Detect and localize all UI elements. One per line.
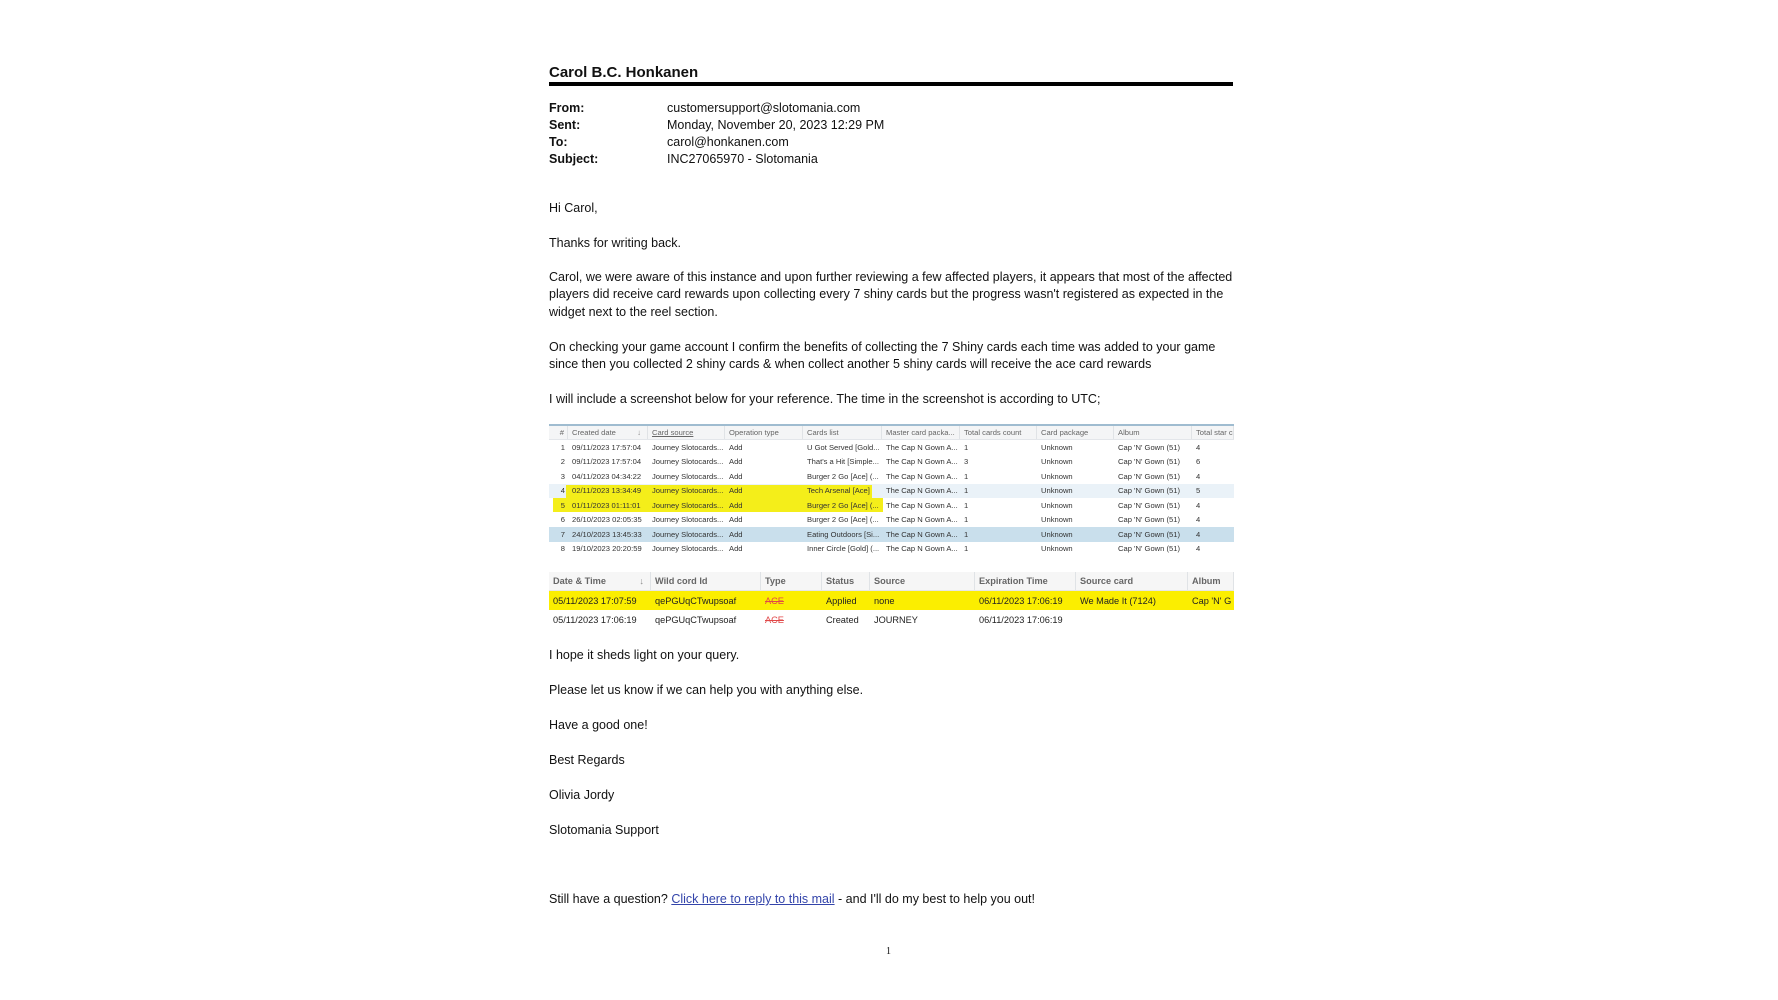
cell-created-date: 02/11/2023 13:34:49 <box>572 486 642 496</box>
cell-card-package: Unknown <box>1041 442 1073 452</box>
cell-index: 7 <box>560 529 565 539</box>
sort-down-arrow-icon: ↓ <box>637 428 641 437</box>
cell-total-cards-count: 1 <box>964 515 969 525</box>
cell-card-source: Journey Slotocards... <box>652 529 724 539</box>
col-header-card-package[interactable]: Card package <box>1037 426 1114 439</box>
cell-index: 5 <box>560 500 565 510</box>
cell-album: Cap 'N' Gown (51) <box>1118 457 1180 467</box>
cell-card-package: Unknown <box>1041 529 1073 539</box>
cell-album: Cap 'N' G <box>1192 595 1232 606</box>
cell-index: 8 <box>560 544 565 554</box>
cell-card-source: Journey Slotocards... <box>652 457 724 467</box>
cell-created-date: 09/11/2023 17:57:04 <box>572 457 642 467</box>
cell-status: Created <box>826 614 859 625</box>
col-header-album[interactable]: Album <box>1188 572 1234 590</box>
cell-master-card-package: The Cap N Gown A... <box>886 544 958 554</box>
signature-name: Olivia Jordy <box>549 788 615 802</box>
cell-card-package: Unknown <box>1041 471 1073 481</box>
table-row[interactable] <box>549 440 1234 455</box>
paragraph-3: I will include a screenshot below for your reference. The time in the screenshot is according to UTC; <box>549 392 1101 406</box>
title-divider <box>549 82 1233 86</box>
cell-card-source: Journey Slotocards... <box>652 486 724 496</box>
col-header-master-card-package[interactable]: Master card packa... <box>882 426 960 439</box>
sent-row <box>549 117 884 134</box>
to-value: carol@honkanen.com <box>667 135 789 149</box>
wild-card-table <box>549 572 1234 629</box>
regards-line: Best Regards <box>549 753 625 767</box>
col-header-status[interactable]: Status <box>822 572 870 590</box>
col-header-album[interactable]: Album <box>1114 426 1192 439</box>
col-header-index[interactable]: # <box>549 426 568 439</box>
cell-album: Cap 'N' Gown (51) <box>1118 544 1180 554</box>
page-number: 1 <box>886 946 891 957</box>
cell-created-date: 24/10/2023 13:45:33 <box>572 529 642 539</box>
table-row[interactable] <box>549 484 1234 499</box>
cell-total-star: 4 <box>1196 500 1201 510</box>
hope-line: I hope it sheds light on your query. <box>549 648 740 662</box>
col-header-source[interactable]: Source <box>870 572 975 590</box>
col-header-total-cards-count[interactable]: Total cards count <box>960 426 1037 439</box>
footer-line <box>549 891 1239 908</box>
table-body <box>549 591 1234 629</box>
cell-index: 4 <box>560 486 565 496</box>
cell-card-source: Journey Slotocards... <box>652 471 724 481</box>
cell-master-card-package: The Cap N Gown A... <box>886 471 958 481</box>
table-body <box>549 440 1234 556</box>
cell-album: Cap 'N' Gown (51) <box>1118 471 1180 481</box>
signature-team: Slotomania Support <box>549 823 659 837</box>
to-row <box>549 134 884 151</box>
cell-operation-type: Add <box>729 471 743 481</box>
cell-album: Cap 'N' Gown (51) <box>1118 486 1180 496</box>
to-label: To: <box>549 135 568 149</box>
sent-label: Sent: <box>549 118 581 132</box>
cell-expiration-time: 06/11/2023 17:06:19 <box>979 614 1063 625</box>
cell-operation-type: Add <box>729 500 743 510</box>
cell-operation-type: Add <box>729 457 743 467</box>
cell-created-date: 26/10/2023 02:05:35 <box>572 515 642 525</box>
cell-operation-type: Add <box>729 529 743 539</box>
paragraph-1: Carol, we were aware of this instance and upon further reviewing a few affected players, it appears that most of the affected players did receive card rewards upon collecting every 7 shiny cards but the progress wasn't registered as expected in the widget next to the reel section. <box>549 270 1233 319</box>
cell-master-card-package: The Cap N Gown A... <box>886 529 958 539</box>
col-header-source-card[interactable]: Source card <box>1076 572 1188 590</box>
cell-total-cards-count: 1 <box>964 500 969 510</box>
cell-card-package: Unknown <box>1041 500 1073 510</box>
table-row[interactable] <box>549 469 1234 484</box>
cell-total-star: 4 <box>1196 442 1201 452</box>
table-row[interactable] <box>549 513 1234 528</box>
cell-cards-list: That's a Hit [Simple... <box>807 457 879 467</box>
cell-total-cards-count: 1 <box>964 471 969 481</box>
cell-source: JOURNEY <box>874 614 918 625</box>
cell-wild-card-id: qePGUqCTwupsoaf <box>655 595 737 606</box>
cell-card-source: Journey Slotocards... <box>652 544 724 554</box>
greeting: Hi Carol, <box>549 201 598 215</box>
cell-total-cards-count: 1 <box>964 442 969 452</box>
cell-card-package: Unknown <box>1041 486 1073 496</box>
table-header-row <box>549 426 1234 440</box>
cell-cards-list: Burger 2 Go [Ace] (... <box>807 500 879 510</box>
cell-master-card-package: The Cap N Gown A... <box>886 500 958 510</box>
col-header-type[interactable]: Type <box>761 572 822 590</box>
cell-card-package: Unknown <box>1041 544 1073 554</box>
cell-wild-card-id: qePGUqCTwupsoaf <box>655 614 737 625</box>
cell-cards-list: Eating Outdoors [Si... <box>807 529 880 539</box>
from-label: From: <box>549 101 585 115</box>
cell-status: Applied <box>826 595 857 606</box>
table-row[interactable] <box>549 455 1234 470</box>
cell-type <box>761 596 822 606</box>
sent-value: Monday, November 20, 2023 12:29 PM <box>667 118 885 132</box>
cell-operation-type: Add <box>729 442 743 452</box>
cell-date-time: 05/11/2023 17:07:59 <box>553 595 637 606</box>
cell-master-card-package: The Cap N Gown A... <box>886 486 958 496</box>
cell-total-star: 4 <box>1196 529 1201 539</box>
email-header-fields <box>549 100 884 168</box>
paragraph-2: On checking your game account I confirm the benefits of collecting the 7 Shiny cards each time was added to your game since then you collected 2 shiny cards & when collect another 5 shiny cards will receive the ace card rewards <box>549 340 1216 372</box>
cell-card-package: Unknown <box>1041 515 1073 525</box>
table-row[interactable] <box>549 591 1234 610</box>
cell-operation-type: Add <box>729 544 743 554</box>
table-row[interactable] <box>549 610 1234 629</box>
cell-total-star: 5 <box>1196 486 1201 496</box>
cell-master-card-package: The Cap N Gown A... <box>886 442 958 452</box>
cell-created-date: 19/10/2023 20:20:59 <box>572 544 642 554</box>
col-header-created-date-label: Created date <box>572 428 616 437</box>
col-header-operation-type[interactable]: Operation type <box>725 426 803 439</box>
please-line: Please let us know if we can help you with anything else. <box>549 683 864 697</box>
cell-cards-list: Tech Arsenal [Ace] <box>807 486 870 496</box>
footer-suffix: - and I'll do my best to help you out! <box>834 892 1035 906</box>
cell-operation-type: Add <box>729 486 743 496</box>
cell-cards-list: Inner Circle [Gold] (... <box>807 544 880 554</box>
cell-album: Cap 'N' Gown (51) <box>1118 442 1180 452</box>
table-header-row <box>549 572 1234 591</box>
from-value: customersupport@slotomania.com <box>667 101 861 115</box>
cell-total-star: 4 <box>1196 471 1201 481</box>
cell-total-cards-count: 1 <box>964 486 969 496</box>
cell-album: Cap 'N' Gown (51) <box>1118 529 1180 539</box>
sort-down-arrow-icon: ↓ <box>639 576 644 586</box>
from-row <box>549 100 884 117</box>
have-line: Have a good one! <box>549 718 648 732</box>
document-title: Carol B.C. Honkanen <box>549 64 699 81</box>
cell-index: 1 <box>560 442 565 452</box>
subject-label: Subject: <box>549 152 599 166</box>
cell-card-source: Journey Slotocards... <box>652 442 724 452</box>
table-row[interactable] <box>549 498 1234 513</box>
table-row[interactable] <box>549 527 1234 542</box>
card-type-badge: ACE <box>765 614 784 625</box>
cell-index: 2 <box>560 457 565 467</box>
col-header-date-time[interactable] <box>549 572 651 590</box>
card-type-badge: ACE <box>765 595 784 606</box>
thanks-line: Thanks for writing back. <box>549 236 681 250</box>
cell-album: Cap 'N' Gown (51) <box>1118 500 1180 510</box>
cell-total-star: 4 <box>1196 515 1201 525</box>
cell-card-package: Unknown <box>1041 457 1073 467</box>
cell-date-time: 05/11/2023 17:06:19 <box>553 614 637 625</box>
subject-value: INC27065970 - Slotomania <box>667 152 818 166</box>
col-header-wild-card-id[interactable]: Wild cord Id <box>651 572 761 590</box>
cell-total-cards-count: 1 <box>964 529 969 539</box>
footer-prefix: Still have a question? <box>549 892 672 906</box>
cell-type <box>761 615 822 625</box>
table-row[interactable] <box>549 542 1234 557</box>
cell-total-star: 4 <box>1196 544 1201 554</box>
cell-total-cards-count: 3 <box>964 457 969 467</box>
cell-expiration-time: 06/11/2023 17:06:19 <box>979 595 1063 606</box>
col-header-cards-list[interactable]: Cards list <box>803 426 882 439</box>
cell-master-card-package: The Cap N Gown A... <box>886 457 958 467</box>
cell-created-date: 09/11/2023 17:57:04 <box>572 442 642 452</box>
subject-row <box>549 151 884 168</box>
cell-total-star: 6 <box>1196 457 1201 467</box>
cell-cards-list: Burger 2 Go [Ace] (... <box>807 471 879 481</box>
cell-cards-list: Burger 2 Go [Ace] (... <box>807 515 879 525</box>
col-header-total-star[interactable]: Total star c <box>1192 426 1234 439</box>
col-header-card-source-label: Card source <box>652 428 694 437</box>
cell-source: none <box>874 595 895 606</box>
col-header-expiration-time[interactable]: Expiration Time <box>975 572 1076 590</box>
cell-master-card-package: The Cap N Gown A... <box>886 515 958 525</box>
col-header-card-source[interactable] <box>648 426 725 439</box>
cell-index: 3 <box>560 471 565 481</box>
cell-source-card: We Made It (7124) <box>1080 595 1156 606</box>
cell-total-cards-count: 1 <box>964 544 969 554</box>
card-history-table <box>549 424 1234 556</box>
cell-cards-list: U Got Served [Gold... <box>807 442 880 452</box>
col-header-date-time-label: Date & Time <box>553 576 606 586</box>
col-header-created-date[interactable] <box>568 426 648 439</box>
cell-card-source: Journey Slotocards... <box>652 515 724 525</box>
cell-index: 6 <box>560 515 565 525</box>
cell-operation-type: Add <box>729 515 743 525</box>
cell-album: Cap 'N' Gown (51) <box>1118 515 1180 525</box>
cell-card-source: Journey Slotocards... <box>652 500 724 510</box>
reply-link[interactable]: Click here to reply to this mail <box>671 892 835 906</box>
cell-created-date: 01/11/2023 01:11:01 <box>572 500 641 510</box>
cell-created-date: 04/11/2023 04:34:22 <box>572 471 642 481</box>
